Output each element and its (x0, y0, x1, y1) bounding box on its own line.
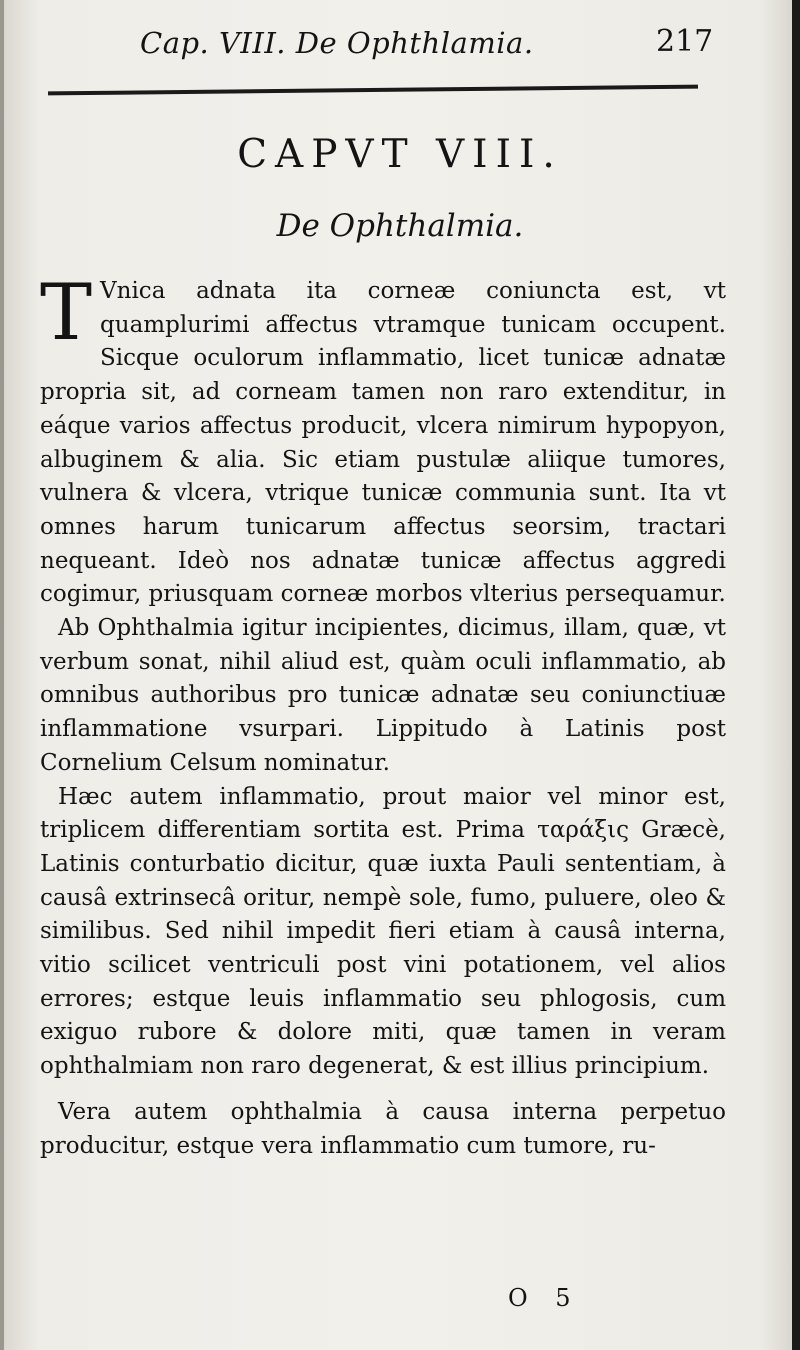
drop-cap: T (40, 268, 93, 358)
chapter-title: CAPVT VIII. (237, 132, 563, 177)
paragraph (40, 781, 726, 1084)
signature-mark: O 5 (508, 1284, 581, 1312)
page-number: 217 (656, 24, 714, 59)
paragraph-gap (40, 1084, 726, 1096)
page-edge-shadow (0, 0, 4, 1350)
running-header (0, 22, 800, 72)
paragraph (40, 612, 726, 781)
body-text (40, 268, 726, 1163)
running-title: Cap. VIII. De Ophthlamia. (140, 26, 534, 60)
paragraph-text: Ab Ophthalmia igitur incipientes, dicimus, illam, quæ, vt verbum sonat, nihil aliud est, quàm oculi inflammatio, ab omnibus authoribus pro tunicæ adnatæ seu coniunctiuæ inflammatione vsurpari. Lippitudo à Latinis post Cornelium Celsum nominatur. (40, 615, 726, 776)
chapter-subtitle: De Ophthalmia. (276, 208, 524, 244)
spine-shadow (792, 0, 800, 1350)
paragraph (40, 1096, 726, 1163)
paragraph (40, 268, 726, 612)
paragraph-text: Vnica adnata ita corneæ coniuncta est, vt quamplurimi affectus vtramque tunicam occupent. Sicque oculorum inflammatio, licet tunicæ adnatæ propria sit, ad corneam tamen non raro extenditur, in eáque varios affectus producit, vlcera nimirum hypopyon, albuginem & alia. Sic etiam pustulæ aliique tumores, vulnera & vlcera, vtrique tunicæ communia sunt. Ita vt omnes harum tunicarum affectus seorsim, tractari nequeant. Ideò nos adnatæ tunicæ affectus aggredi cogimur, priusquam corneæ morbos vlterius persequamur. (40, 278, 726, 608)
paragraph-text: Vera autem ophthalmia à causa interna perpetuo producitur, estque vera inflammatio cum tumore, ru- (40, 1098, 726, 1159)
header-rule (48, 85, 698, 96)
paragraph-text: Hæc autem inflammatio, prout maior vel minor est, triplicem differentiam sortita est. Prima ταράξις Græcè, Latinis conturbatio dicitur, quæ iuxta Pauli sententiam, à causâ extrinsecâ oritur, nempè sole, fumo, puluere, oleo & similibus. Sed nihil impedit fieri etiam à causâ interna, vitio scilicet ventriculi post vini potationem, vel alios errores; estque leuis inflammatio seu phlogosis, cum exiguo rubore & dolore miti, quæ tamen in veram ophthalmiam non raro degenerat, & est illius principium. (40, 783, 726, 1080)
